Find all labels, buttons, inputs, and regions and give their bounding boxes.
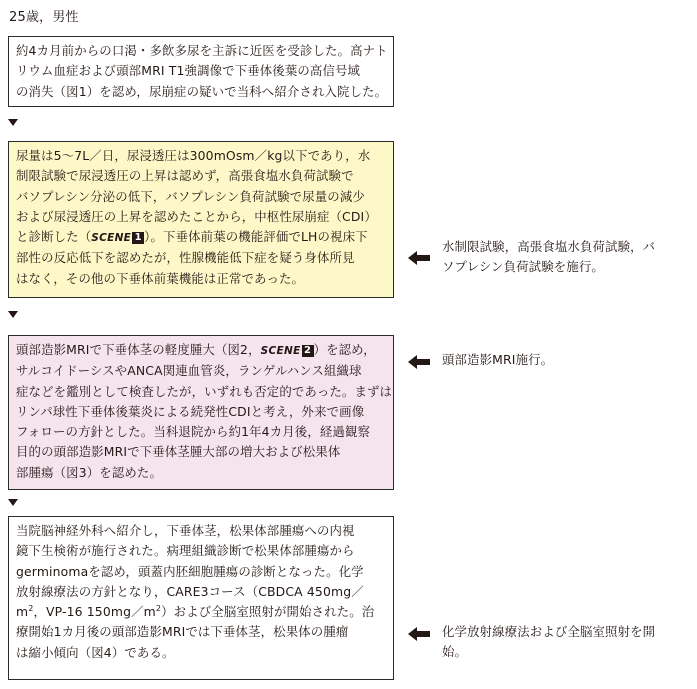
line-text: ）。下垂体前葉の機能評価でLHの視床下 [144,229,368,245]
side-note-line: 始。 [442,644,468,660]
case-box-cdi-diagnosis [8,141,394,298]
box-line [16,602,387,622]
side-note-line: 水制限試験，高張食塩水負荷試験，バ [442,239,656,254]
line-text: ，VP-16 150mg／m [33,604,156,620]
box-line: リウム血症および頭部MRI T1強調像で下垂体後葉の高信号域 [16,63,361,79]
side-note-line: 化学放射線療法および全脳室照射を開 [442,624,656,639]
box-line: バソプレシン分泌の低下，バソプレシン負荷試験で尿量の減少 [16,188,365,204]
case-box-treatment [8,516,394,680]
box-line: はなく，その他の下垂体前葉機能は正常であった。 [16,270,305,286]
superscript: 2 [28,604,34,614]
box-line: および尿浸透圧の上昇を認めたことから，中枢性尿崩症（CDI） [16,208,377,224]
box-line: は縮小傾向（図4）である。 [16,644,175,660]
box-line: germinomaを認め，頭蓋内胚細胞腫瘍の診断となった。化学 [16,563,364,579]
line-text: 頭部造影MRIで下垂体茎の軽度腫大（図2， [16,342,261,357]
line-text: と診断した（ [16,229,92,245]
down-arrow-icon [8,499,18,506]
scene-number-badge: 2 [302,345,314,357]
patient-header: 25歳，男性 [9,10,79,25]
box-line: 目的の頭部造影MRIで下垂体茎腫大部の増大および松果体 [16,444,341,460]
line-text: m [16,604,29,620]
down-arrow-icon [8,119,18,126]
left-arrow-icon [408,251,430,265]
line-text: ）および全脳室照射が開始された。治 [161,604,375,620]
scene-label: SCENE [260,345,301,357]
box-line: リンパ球性下垂体後葉炎による続発性CDIと考え，外来で画像 [16,403,365,419]
box-line: 部腫瘍（図3）を認めた。 [16,464,162,480]
down-arrow-icon [8,311,18,318]
box-line: 当院脳神経外科へ紹介し，下垂体茎，松果体部腫瘍への内視 [16,523,355,538]
box-line: 制限試験で尿浸透圧の上昇は認めず，高張食塩水負荷試験で [16,168,354,184]
box-line: 尿量は5〜7L／日，尿浸透圧は300mOsm／kg以下であり，水 [16,148,371,163]
box-line: サルコイドーシスやANCA関連血管炎，ランゲルハンス組織球 [16,363,362,379]
box-line: 約4カ月前からの口渇・多飲多尿を主訴に近医を受診した。高ナト [16,43,388,58]
superscript: 2 [155,604,162,614]
side-note-line: 頭部造影MRI施行。 [442,352,554,367]
box-line [16,340,387,361]
left-arrow-icon [408,355,430,369]
box-line: 症などを鑑別として検査したが，いずれも否定的であった。まずは [16,383,393,399]
case-box-mri-followup [8,335,394,490]
box-line [16,227,387,248]
box-line: 部性の反応低下を認めたが，性腺機能低下症を疑う身体所見 [16,250,355,266]
side-note-line: ソプレシン負荷試験を施行。 [442,259,604,275]
scene-label: SCENE [91,232,132,245]
box-line: フォローの方針とした。当科退院から約1年4カ月後，経過観察 [16,424,371,440]
case-box-initial-presentation [8,36,394,107]
box-line: 放射線療法の方針となり，CARE3コース（CBDCA 450mg／ [16,583,364,599]
left-arrow-icon [408,627,430,641]
scene-number-badge: 1 [132,232,144,244]
box-line: の消失（図1）を認め，尿崩症の疑いで当科へ紹介され入院した。 [16,83,388,99]
box-line: 療開始1カ月後の頭部造影MRIでは下垂体茎，松果体の腫瘤 [16,624,349,640]
box-line: 鏡下生検術が施行された。病理組織診断で松果体部腫瘍から [16,543,355,559]
line-text: ）を認め， [313,342,376,357]
